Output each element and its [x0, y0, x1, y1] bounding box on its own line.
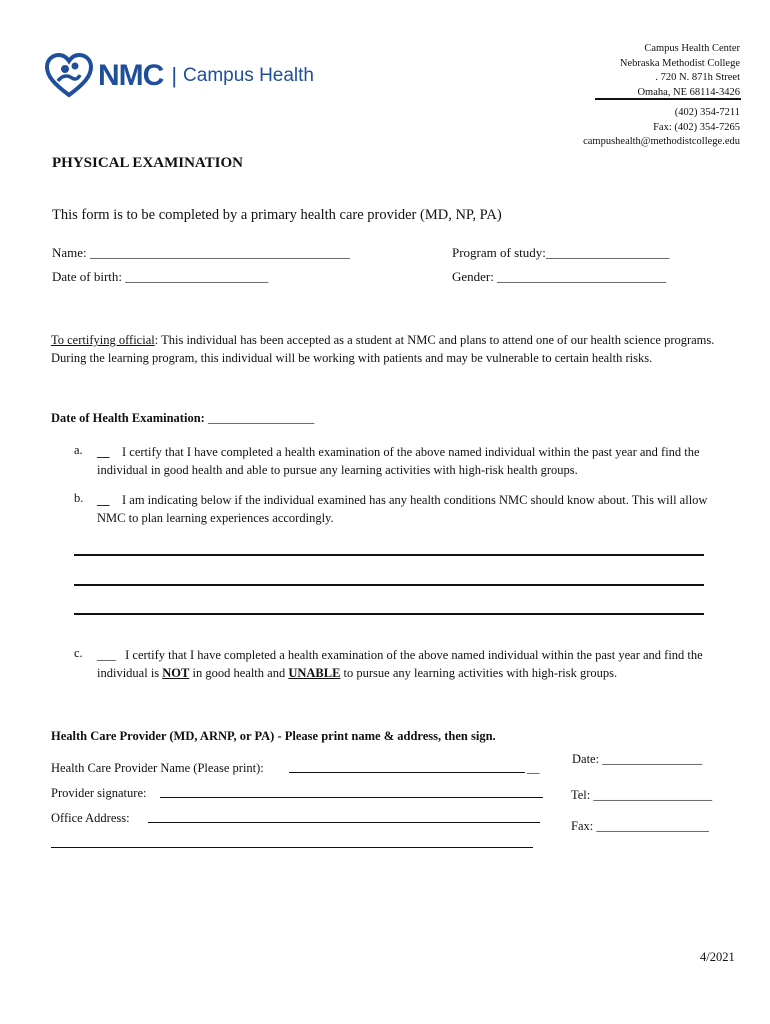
- conditions-line-1[interactable]: [74, 554, 704, 556]
- fax-line: Fax: (402) 354-7265: [653, 121, 740, 133]
- nmc-logo: [44, 48, 314, 104]
- certify-paragraph: [51, 331, 731, 367]
- email-line: campushealth@methodistcollege.edu: [583, 136, 740, 147]
- item-c: [97, 646, 737, 682]
- item-c-checkbox[interactable]: ___: [97, 648, 116, 662]
- item-c-text-3: to pursue any learning activities with high-risk groups.: [340, 666, 618, 680]
- exam-date-field[interactable]: [51, 409, 314, 427]
- address-divider: [595, 98, 741, 100]
- item-c-text-1: I certify that I have completed a health examination of the above named individual within the past year and find the individual is: [97, 648, 703, 680]
- provider-name-tail: __: [527, 761, 540, 775]
- item-b-letter: b.: [74, 491, 84, 505]
- office-address-line-2[interactable]: [51, 847, 533, 848]
- office-address-line-1[interactable]: [148, 822, 540, 823]
- heart-logo-icon: [44, 51, 94, 101]
- certify-text: : This individual has been accepted as a student at NMC and plans to attend one of our health science programs. During the learning program, this individual will be working with patients and may be vulnerable to certain health risks.: [51, 333, 715, 365]
- provider-signature-line[interactable]: [160, 797, 543, 798]
- office-address-label: Office Address:: [51, 811, 130, 825]
- provider-name-label: Health Care Provider Name (Please print):: [51, 761, 264, 775]
- address-line: Omaha, NE 68114-3426: [637, 86, 740, 98]
- gender-field[interactable]: Gender: __________________________: [452, 269, 667, 284]
- page-title: PHYSICAL EXAMINATION: [52, 155, 243, 171]
- program-field[interactable]: Program of study:___________________: [452, 245, 670, 260]
- conditions-line-3[interactable]: [74, 613, 704, 615]
- intro-text: This form is to be completed by a primary health care provider (MD, NP, PA): [52, 207, 502, 223]
- phone-line: (402) 354-7211: [674, 107, 740, 118]
- exam-date-label: Date of Health Examination:: [51, 411, 205, 425]
- certify-heading: To certifying official: [51, 333, 155, 347]
- item-c-unable: UNABLE: [288, 666, 341, 680]
- item-c-not: NOT: [162, 666, 190, 680]
- item-a: [97, 443, 737, 479]
- item-b-text: I am indicating below if the individual examined has any health conditions NMC should know about. This will allow NMC to plan learning experiences accordingly.: [97, 493, 708, 525]
- item-a-letter: a.: [74, 443, 83, 457]
- provider-heading: Health Care Provider (MD, ARNP, or PA) - Please print name & address, then sign.: [51, 729, 496, 743]
- provider-name-line[interactable]: [289, 772, 525, 773]
- item-a-text: I certify that I have completed a health examination of the above named individual within the past year and find the individual in good health and able to pursue any learning activities with high-risk health groups.: [97, 445, 700, 477]
- conditions-line-2[interactable]: [74, 584, 704, 586]
- footer-date: 4/2021: [700, 950, 735, 964]
- name-field[interactable]: Name: ________________________________________: [52, 245, 350, 260]
- logo-nmc-text: NMC: [98, 59, 164, 92]
- address-line: Campus Health Center: [644, 43, 740, 54]
- item-c-text-2: in good health and: [189, 666, 289, 680]
- address-line: Nebraska Methodist College: [619, 57, 740, 69]
- logo-separator: |: [171, 63, 178, 88]
- fax-field[interactable]: Fax: __________________: [571, 819, 709, 833]
- item-b-checkbox[interactable]: __: [97, 493, 110, 507]
- contact-block: [583, 106, 740, 150]
- exam-date-blank: _________________: [204, 411, 315, 425]
- item-c-letter: c.: [74, 646, 83, 660]
- provider-signature-label: Provider signature:: [51, 786, 147, 800]
- item-a-checkbox[interactable]: __: [97, 445, 110, 459]
- dob-field[interactable]: Date of birth: ______________________: [52, 269, 269, 284]
- tel-field[interactable]: Tel: ___________________: [571, 788, 713, 802]
- item-b: [97, 491, 727, 527]
- logo-campus-text: Campus Health: [183, 65, 314, 86]
- address-line: . 720 N. 871h Street: [655, 72, 740, 83]
- address-block: [620, 42, 740, 100]
- date-field[interactable]: Date: ________________: [572, 752, 703, 766]
